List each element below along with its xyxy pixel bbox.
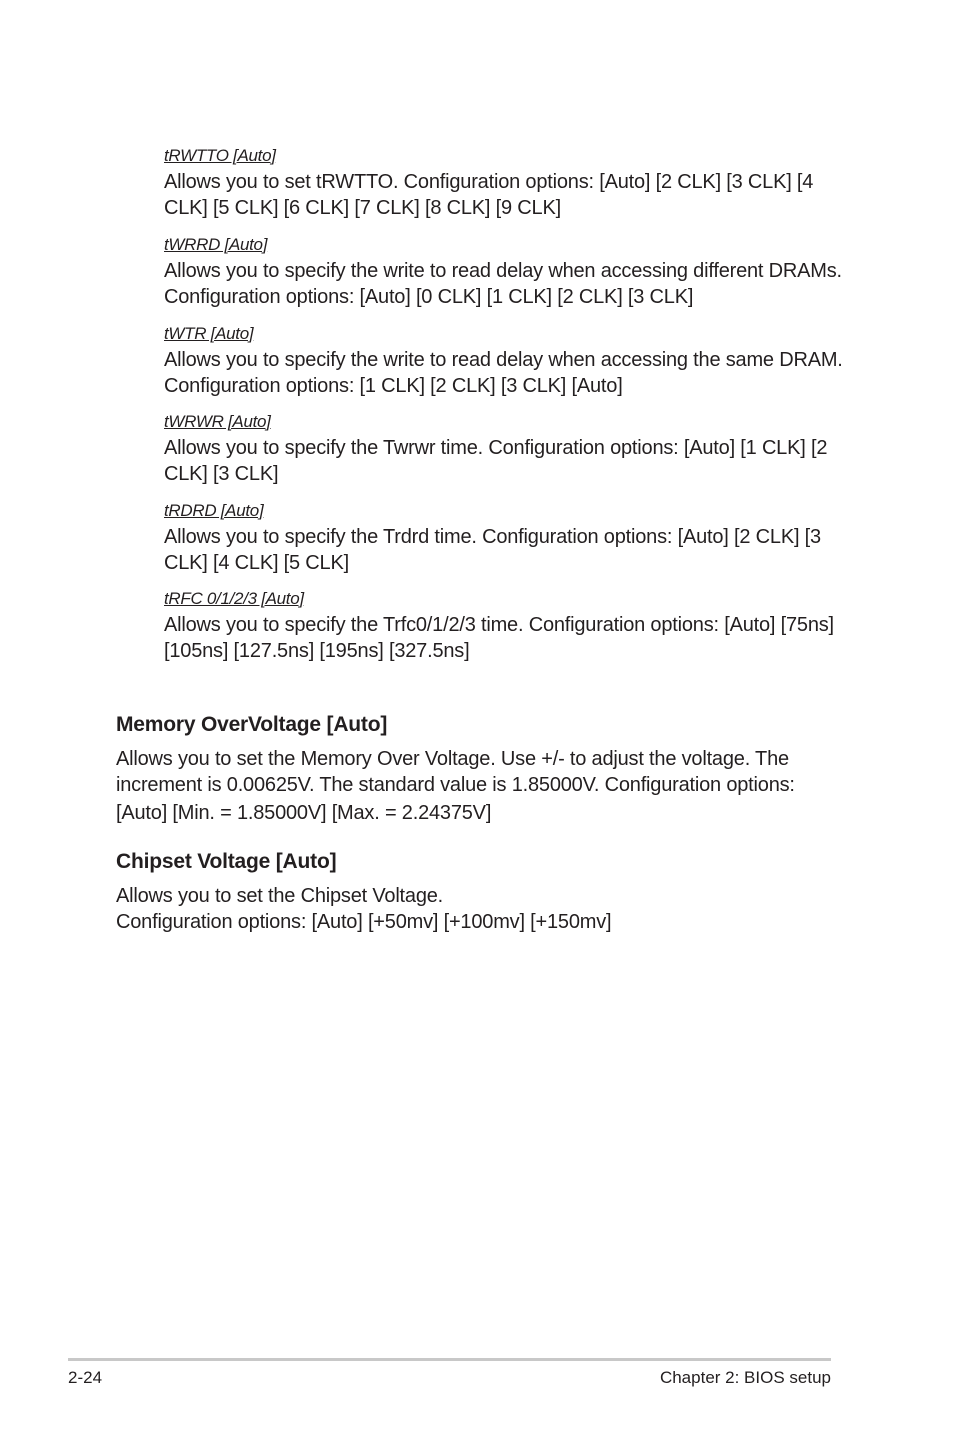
- subsection-title: tWRWR [Auto]: [164, 412, 271, 431]
- description-line: Allows you to set the Memory Over Voltage. Use +/- to adjust the voltage. The increment is 0.00625V. The standard value is 1.85000V. Configuration options:: [116, 748, 795, 796]
- description-line: Configuration options: [Auto] [+50mv] [+100mv] [+150mv]: [116, 911, 612, 933]
- subsection-title: tRWTTO [Auto]: [164, 146, 276, 165]
- description-line: Allows you to set the Chipset Voltage.: [116, 885, 444, 907]
- subsection-description: Allows you to specify the Twrwr time. Configuration options: [Auto] [1 CLK] [2 CLK] [3 CLK]: [164, 437, 828, 485]
- subsection-twrrd: [164, 235, 854, 310]
- footer-divider: [68, 1358, 831, 1361]
- subsection-trdrd: [164, 501, 854, 576]
- chapter-label: Chapter 2: BIOS setup: [659, 1368, 831, 1387]
- subsection-twrwr: [164, 412, 854, 487]
- section-chipset-voltage: [116, 849, 836, 935]
- subsection-title: tWRRD [Auto]: [164, 235, 268, 254]
- subsection-trwtto: [164, 146, 854, 221]
- subsection-description: Allows you to specify the write to read delay when accessing different DRAMs. Configuration options: [Auto] [0 CLK] [1 CLK] [2 CLK] [3 CLK]: [164, 260, 842, 308]
- subsection-description: Allows you to specify the write to read delay when accessing the same DRAM. Configuration options: [1 CLK] [2 CLK] [3 CLK] [Auto]: [164, 349, 843, 397]
- section-description: [116, 883, 836, 935]
- subsection-description: Allows you to set tRWTTO. Configuration options: [Auto] [2 CLK] [3 CLK] [4 CLK] [5 CLK] [6 CLK] [7 CLK] [8 CLK] [9 CLK]: [164, 171, 814, 219]
- subsection-title: tRDRD [Auto]: [164, 501, 264, 520]
- section-title: Chipset Voltage [Auto]: [116, 850, 337, 873]
- subsection-trfc: [164, 589, 854, 664]
- section-memory-overvoltage: [116, 712, 836, 826]
- section-description: [116, 746, 836, 826]
- subsection-title: tRFC 0/1/2/3 [Auto]: [164, 589, 304, 608]
- section-title: Memory OverVoltage [Auto]: [116, 713, 388, 736]
- subsection-title: tWTR [Auto]: [164, 324, 254, 343]
- subsection-twtr: [164, 324, 854, 399]
- subsection-description: Allows you to specify the Trdrd time. Configuration options: [Auto] [2 CLK] [3 CLK] [4 CLK] [5 CLK]: [164, 526, 821, 574]
- subsection-description: Allows you to specify the Trfc0/1/2/3 time. Configuration options: [Auto] [75ns] [105ns] [127.5ns] [195ns] [327.5ns]: [164, 614, 834, 662]
- page-number: 2-24: [68, 1368, 103, 1387]
- description-line: [Auto] [Min. = 1.85000V] [Max. = 2.24375V]: [116, 802, 492, 824]
